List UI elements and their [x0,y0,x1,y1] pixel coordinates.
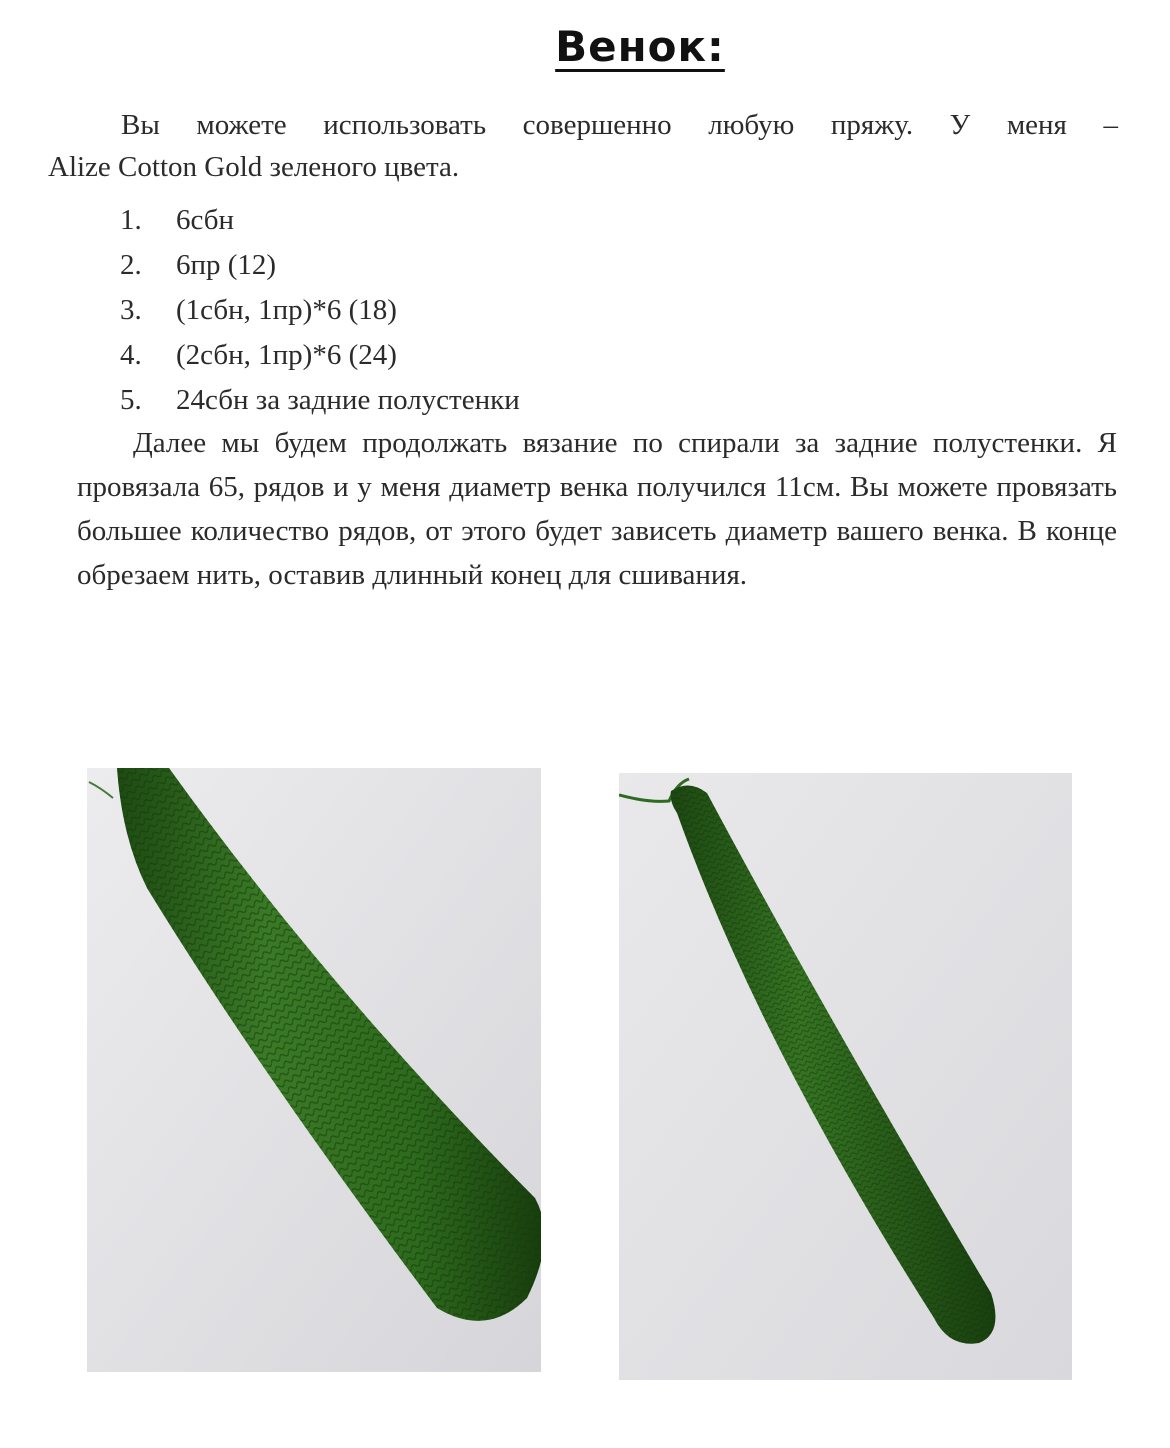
paragraph-text: Далее мы будем продолжать вязание по спирали за задние полустенки. Я провязала 65, рядов и у меня диаметр венка получился 11см. Вы можете провязать большее количество рядов, от этого будет зависеть диаметр вашего венка. В конце обрезаем нить, оставив длинный конец для сшивания. [77,427,1117,591]
intro-text [48,104,1118,188]
step-number: 1. [120,204,142,236]
list-item [120,378,520,423]
page-title: Венок: [555,22,725,71]
pattern-steps-list [120,198,520,423]
step-number: 3. [120,294,142,326]
list-item [120,333,520,378]
photo-crochet-tube-closeup [87,768,541,1372]
step-number: 4. [120,339,142,371]
step-number: 2. [120,249,142,281]
step-text: (1сбн, 1пр)*6 (18) [176,294,397,326]
list-item [120,198,520,243]
intro-line-2: Alize Cotton Gold зеленого цвета. [48,151,460,183]
list-item [120,243,520,288]
step-text: 6пр (12) [176,249,277,281]
crochet-tube-full-image [619,773,1072,1380]
step-text: (2сбн, 1пр)*6 (24) [176,339,397,371]
intro-line-1: Вы можете использовать совершенно любую пряжу. У меня – [121,109,1118,141]
step-number: 5. [120,384,142,416]
photo-crochet-tube-full [619,773,1072,1380]
instructions-paragraph [77,421,1117,597]
step-text: 24сбн за задние полустенки [176,384,520,416]
crochet-tube-closeup-image [87,768,541,1372]
list-item [120,288,520,333]
step-text: 6сбн [176,204,234,236]
